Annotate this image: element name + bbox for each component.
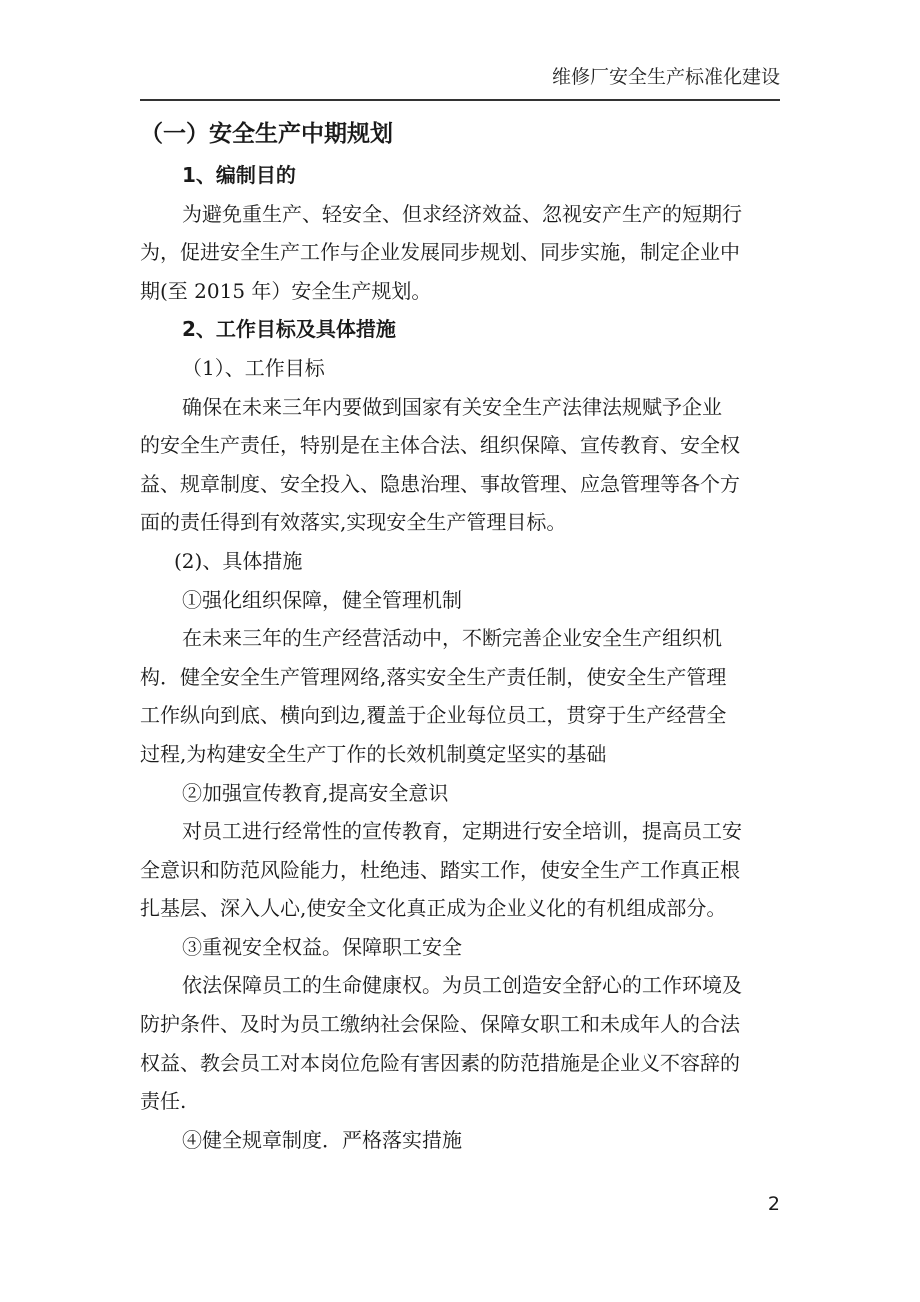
text-line: 益、规章制度、安全投入、隐患治理、事故管理、应急管理等各个方 xyxy=(140,471,740,496)
text-line: ④健全规章制度．严格落实措施 xyxy=(182,1127,462,1152)
text-line: （1）、工作目标 xyxy=(182,355,325,380)
text-line: 过程,为构建安全生产丁作的长效机制奠定坚实的基础 xyxy=(140,741,607,766)
text-line: 对员工进行经常性的宣传教育，定期进行安全培训，提高员工安 xyxy=(182,819,742,844)
subsection-heading: 1、编制目的 xyxy=(182,163,296,187)
text-line: 确保在未来三年内要做到国家有关安全生产法律法规赋予企业 xyxy=(182,394,722,419)
page-number: 2 xyxy=(767,1193,780,1215)
text-line: 期(至 2015 年）安全生产规划。 xyxy=(140,278,432,303)
text-line: 全意识和防范风险能力，杜绝违、踏实工作，使安全生产工作真正根 xyxy=(140,857,740,882)
text-line: ③重视安全权益。保障职工安全 xyxy=(182,934,462,959)
text-line: 责任. xyxy=(140,1089,187,1114)
text-line: 权益、教会员工对本岗位危险有害因素的防范措施是企业义不容辞的 xyxy=(140,1050,740,1075)
document-body xyxy=(140,112,780,1159)
text-line: 面的责任得到有效落实,实现安全生产管理目标。 xyxy=(140,510,567,535)
text-line: 为避免重生产、轻安全、但求经济效益、忽视安产生产的短期行 xyxy=(182,201,742,226)
section-title: （一）安全生产中期规划 xyxy=(140,121,393,147)
paragraph-lines xyxy=(140,156,780,1159)
text-line: (2)、具体措施 xyxy=(174,548,303,573)
text-line: 工作纵向到底、横向到边,覆盖于企业每位员工，贯穿于生产经营全 xyxy=(140,703,727,728)
text-line: 在未来三年的生产经营活动中，不断完善企业安全生产组织机 xyxy=(182,626,722,651)
text-line: 为，促进安全生产工作与企业发展同步规划、同步实施，制定企业中 xyxy=(140,240,740,265)
text-line: 构．健全安全生产管理网络,落实安全生产责任制，使安全生产管理 xyxy=(140,664,727,689)
text-line: 依法保障员工的生命健康权。为员工创造安全舒心的工作环境及 xyxy=(182,973,742,998)
text-line: 的安全生产责任，特别是在主体合法、组织保障、宣传教育、安全权 xyxy=(140,433,740,458)
text-line: 扎基层、深入人心,使安全文化真正成为企业义化的有机组成部分。 xyxy=(140,896,727,921)
header-divider xyxy=(140,99,780,101)
subsection-heading: 2、工作目标及具体措施 xyxy=(182,317,396,342)
running-header: 维修厂安全生产标准化建设 xyxy=(551,66,780,88)
text-line: ①强化组织保障，健全管理机制 xyxy=(182,587,462,612)
text-line: 防护条件、及时为员工缴纳社会保险、保障女职工和未成年人的合法 xyxy=(140,1012,740,1037)
text-line: ②加强宣传教育,提高安全意识 xyxy=(182,780,449,805)
